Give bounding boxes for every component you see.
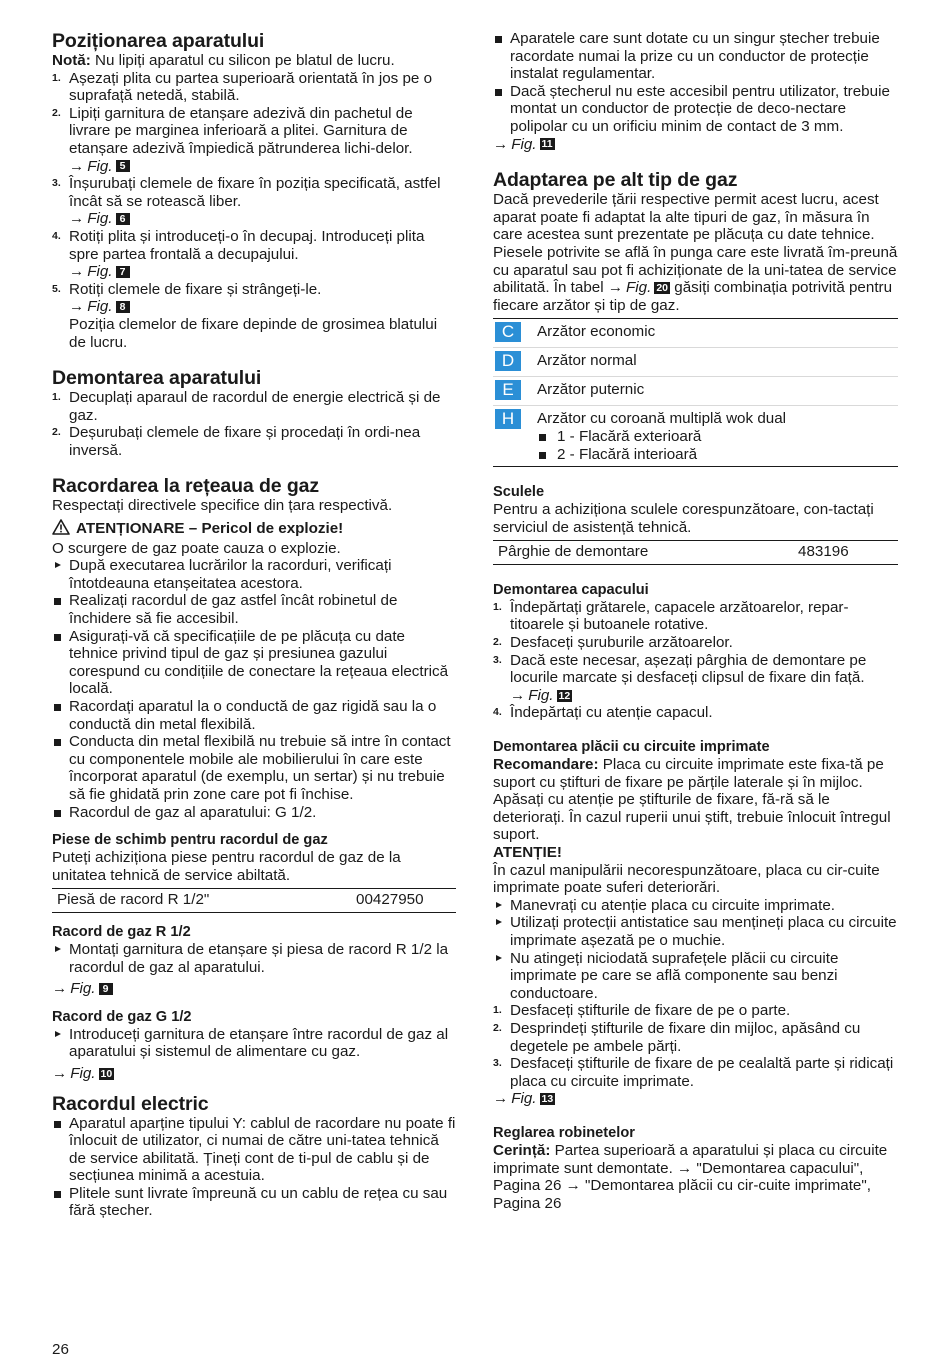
step-text: Decuplați aparaul de racordul de energie electrică și de gaz.	[69, 389, 441, 424]
step-number: 4.	[493, 706, 502, 719]
warning-title: ATENȚIONARE – Pericol de explozie!	[76, 520, 344, 538]
burner-letter-badge: E	[495, 380, 521, 400]
step	[493, 704, 898, 722]
subsection-title-racord-r: Racord de gaz R 1/2	[52, 923, 191, 940]
bullet-item	[52, 1185, 456, 1220]
warning-heading	[52, 519, 456, 540]
fig-label: Fig.	[87, 298, 113, 316]
subsection-title-placa: Demontarea plăcii cu circuite imprimate	[493, 739, 770, 756]
burner-letter-badge: H	[495, 409, 521, 429]
bullet-item	[52, 628, 456, 698]
step	[493, 652, 898, 705]
parts-table	[52, 888, 456, 913]
step	[493, 1055, 898, 1090]
right-column	[493, 30, 898, 1212]
requirement-text: Partea superioară a aparatului și placa cu circuite imprimate sunt demontate. → "Demontarea capacului", Pagina 26 → "Demontarea plăcii cu cir-cuite imprimate", Pagina 26	[493, 1141, 888, 1212]
adaptarea-paragraph-2	[493, 244, 898, 314]
figure-reference[interactable]: → Fig. 20	[607, 279, 669, 297]
warning-triangle-icon	[52, 519, 70, 540]
fig-label: Fig.	[528, 686, 554, 704]
tool-code: 483196	[793, 541, 898, 565]
step-text: Rotiți plita și introduceți-o în decupaj. Introduceți plita spre partea frontală a decupajului.	[69, 227, 425, 263]
burner-sub-item	[537, 446, 898, 464]
bullet-item	[52, 1115, 456, 1185]
subsection-title-sculele: Sculele	[493, 484, 545, 501]
page-number: 26	[52, 1341, 69, 1358]
step	[493, 1020, 898, 1055]
figure-number-badge: 10	[100, 1067, 113, 1080]
step	[52, 105, 456, 175]
attention-title: ATENȚIE!	[493, 844, 562, 861]
requirement	[493, 1142, 898, 1212]
figure-number-badge: 20	[656, 281, 669, 294]
part-code: 00427950	[351, 889, 456, 913]
figure-number-badge: 12	[558, 689, 571, 702]
step-number: 1.	[52, 391, 61, 404]
action-text: Montați garnitura de etanșare și piesa de racord R 1/2 la racordul de gaz al aparatului.	[69, 940, 449, 976]
figure-reference[interactable]: → Fig. 13	[493, 1090, 554, 1108]
note	[52, 52, 456, 70]
left-column	[52, 30, 456, 1220]
fig-label: Fig.	[87, 210, 113, 228]
section-title-pozitionarea: Poziționarea aparatului	[52, 30, 265, 52]
section-title-electric: Racordul electric	[52, 1092, 209, 1115]
requirement-label: Cerință:	[493, 1141, 551, 1159]
action-item	[52, 1026, 456, 1061]
figure-reference[interactable]: → Fig. 6	[69, 210, 130, 228]
burner-letter-badge: C	[495, 322, 521, 342]
adaptarea-paragraph-1: Dacă prevederile țării respective permit acest lucru, acest aparat poate fi adaptat la alte tipuri de gaz, în măsura în care acestea sunt prezentate pe plăcuța cu date tehnice.	[493, 191, 879, 244]
attention-text: În cazul manipulării necorespunzătoare, placa cu cir-cuite imprimate poate suferi deteriorări.	[493, 861, 880, 897]
step-text: Îndepărtați cu atenție capacul.	[510, 704, 713, 722]
step-number: 1.	[493, 600, 502, 613]
step-text: Deșurubați clemele de fixare și procedați în ordi-nea inversă.	[69, 424, 421, 459]
bullet-item	[493, 83, 898, 136]
warning-text: O scurgere de gaz poate cauza o explozie.	[52, 539, 341, 557]
action-text: Introduceți garnitura de etanșare între racordul de gaz al aparatului și sistemul de alimentare cu gaz.	[69, 1025, 449, 1061]
recommendation	[493, 756, 898, 844]
section-title-demontarea: Demontarea aparatului	[52, 367, 262, 390]
burner-table	[493, 318, 898, 467]
bullet-text: Conducta din metal flexibilă nu trebuie să intre în contact cu componentele mobile ale mobilierului în care este încorporat aparatul (de exemplu, un sertar) și nu trebuie să fie ghidată prin zone care pot fi închise.	[69, 733, 451, 803]
figure-number-badge: 5	[116, 160, 130, 172]
figure-reference[interactable]: → Fig. 10	[52, 1064, 113, 1082]
figure-reference[interactable]: → Fig. 5	[69, 158, 130, 176]
step-number: 4.	[52, 229, 61, 242]
burner-row	[493, 348, 898, 377]
fig-label: Fig.	[511, 135, 537, 153]
subsection-title-capac: Demontarea capacului	[493, 581, 649, 598]
subsection-title-reglarea: Reglarea robinetelor	[493, 1124, 635, 1141]
action-text: Nu atingeți niciodată suprafețele plăcii cu circuite imprimate pe care se află componente sau benzi conductoare.	[510, 949, 839, 1002]
bullet-item	[493, 30, 898, 83]
step-number: 2.	[493, 636, 502, 649]
step-text: Desfaceți știfturile de fixare de pe cealaltă parte și ridicați placa cu circuite imprimate.	[510, 1055, 894, 1090]
bullet-text: Racordați aparatul la o conductă de gaz rigidă sau la o conductă din metal flexibilă.	[69, 698, 437, 733]
step-text: Îndepărtați grătarele, capacele arzătoarelor, repar-titoarele și butoanele rotative.	[510, 598, 849, 634]
burner-letter-badge: D	[495, 351, 521, 371]
sub-text: 1 - Flacără exterioară	[557, 427, 702, 445]
attention-label	[493, 844, 898, 862]
subsection-title-racord-g: Racord de gaz G 1/2	[52, 1008, 192, 1025]
sub-text: 2 - Flacără interioară	[557, 445, 698, 463]
step-text: Rotiți clemele de fixare și strângeți-le.	[69, 280, 322, 298]
step-text: Așezați plita cu partea superioară orientată în jos pe o suprafață netedă, stabilă.	[69, 69, 433, 105]
step	[52, 228, 456, 281]
bullet-item	[52, 698, 456, 733]
fig-label: Fig.	[511, 1090, 537, 1108]
bullet-text: Aparatele care sunt dotate cu un singur ștecher trebuie racordate numai la prize cu un conductor de protecție instalat regulamentar.	[510, 30, 880, 83]
paragraph-text: Piesele potrivite se află în punga care este livrată îm-preună cu aparatul sau pot fi achiziționate de la uni-tatea de service abilitată. În tabel	[493, 243, 898, 297]
action-text: Manevrați cu atenție placa cu circuite imprimate.	[510, 896, 835, 914]
figure-number-badge: 13	[541, 1093, 554, 1106]
bullet-text: Plitele sunt livrate împreună cu un cablu de rețea cu sau fără ștecher.	[69, 1184, 448, 1220]
section-title-adaptarea: Adaptarea pe alt tip de gaz	[493, 169, 738, 192]
burner-row	[493, 406, 898, 466]
action-item	[493, 914, 898, 949]
step-text: Înșurubați clemele de fixare în poziția specificată, astfel încât să se rotească liber.	[69, 175, 441, 210]
step	[52, 389, 456, 424]
note-label: Notă:	[52, 52, 91, 69]
subsection-title-piese: Piese de schimb pentru racordul de gaz	[52, 832, 328, 849]
burner-sub-item	[537, 428, 898, 446]
paragraph-text: găsiți combinația potrivită pentru fiecare arzător și tip de gaz.	[493, 279, 893, 314]
figure-reference[interactable]: → Fig. 8	[69, 298, 130, 316]
step-text: Desfaceți știfturile de fixare de pe o parte.	[510, 1002, 791, 1020]
table-row	[493, 541, 898, 565]
action-item	[493, 897, 898, 915]
burner-row	[493, 319, 898, 348]
step-text: Desfaceți șuruburile arzătoarelor.	[510, 634, 733, 652]
burner-label: Arzător normal	[537, 352, 637, 370]
figure-reference[interactable]: → Fig. 7	[69, 263, 130, 281]
bullet-text: Asigurați-vă că specificațiile de pe plăcuța cu date tehnice privind tipul de gaz și presiunea gazului corespund cu condițiile de conectare la rețeaua electrică locală.	[69, 627, 449, 698]
note-text: Nu lipiți aparatul cu silicon pe blatul de lucru.	[90, 52, 395, 69]
figure-number-badge: 9	[99, 983, 113, 995]
fig-label: Fig.	[87, 263, 113, 281]
burner-label: Arzător economic	[537, 323, 656, 341]
step-number: 2.	[52, 426, 61, 439]
burner-label: Arzător puternic	[537, 381, 645, 399]
step	[52, 424, 456, 459]
fig-label: Fig.	[70, 980, 96, 998]
figure-number-badge: 11	[541, 138, 553, 151]
bullet-text: Racordul de gaz al aparatului: G 1/2.	[69, 803, 317, 821]
step-number: 5.	[52, 282, 61, 295]
action-item	[52, 557, 456, 592]
step-number: 3.	[493, 1057, 502, 1070]
tools-table	[493, 540, 898, 565]
table-row	[52, 889, 456, 913]
bullet-text: Aparatul aparține tipului Y: cablul de racordare nu poate fi înlocuit de utilizator, ci numai de către uni-tatea tehnică de service abilitată. Țineți cont de ti-pul de cablu și de secțiunea minimă a acestuia.	[69, 1114, 456, 1185]
bullet-text: Dacă ștecherul nu este accesibil pentru utilizator, trebuie montat un conductor de protecție de deco-nectare polipolar cu un orificiu minim de contact de 3 mm.	[510, 82, 890, 135]
fig-label: Fig.	[626, 279, 652, 297]
part-name: Piesă de racord R 1/2"	[52, 889, 351, 913]
step	[52, 175, 456, 228]
figure-number-badge: 6	[116, 213, 130, 225]
bullet-text: Realizați racordul de gaz astfel încât robinetul de închidere să fie accesibil.	[69, 592, 398, 628]
fig-label: Fig.	[70, 1064, 96, 1082]
burner-label: Arzător cu coroană multiplă wok dual	[537, 410, 787, 428]
step	[493, 599, 898, 634]
figure-number-badge: 7	[116, 266, 130, 278]
step	[52, 281, 456, 351]
recommendation-label: Recomandare:	[493, 756, 599, 774]
section-title-racordarea: Racordarea la rețeaua de gaz	[52, 475, 320, 498]
figure-number-badge: 8	[116, 301, 130, 313]
step-number: 2.	[493, 1021, 502, 1034]
piese-text: Puteți achiziționa piese pentru racordul de gaz de la unitatea tehnică de service abiltată.	[52, 849, 401, 884]
step-number: 2.	[52, 106, 61, 119]
recommendation-text: Placa cu circuite imprimate este fixa-tă pe suport cu știfturi de fixare pe părțile laterale și în mijloc. Apăsați cu atenție pe știfturile de fixare, fă-ră să le deteriorați. În cazul ruperii unui știft, trebuie înlocuit întregul suport.	[493, 756, 891, 844]
step	[52, 70, 456, 105]
action-item	[493, 950, 898, 1003]
tool-name: Pârghie de demontare	[493, 541, 793, 565]
burner-row	[493, 377, 898, 406]
action-text: Utilizați protecții antistatice sau mențineți placa cu circuite imprimate așezată pe o muchie.	[510, 914, 897, 949]
figure-reference[interactable]: → Fig. 9	[52, 980, 113, 998]
step-number: 1.	[493, 1004, 502, 1017]
figure-reference[interactable]: → Fig. 11	[493, 135, 553, 153]
step-number: 1.	[52, 71, 61, 84]
figure-reference[interactable]: → Fig. 12	[510, 686, 571, 704]
step-number: 3.	[52, 177, 61, 190]
action-text: După executarea lucrărilor la racorduri, verificați întotdeauna etanșeitatea acestora.	[69, 557, 392, 592]
sculele-text: Pentru a achiziționa sculele corespunzătoare, con-tactați serviciul de asistență tehnică.	[493, 501, 874, 536]
bullet-item	[52, 804, 456, 822]
action-item	[52, 941, 456, 976]
fig-label: Fig.	[87, 157, 113, 175]
step-number: 3.	[493, 653, 502, 666]
step-extra: Poziția clemelor de fixare depinde de grosimea blatului de lucru.	[69, 315, 438, 351]
step-text: Desprindeți știfturile de fixare din mijloc, apăsând cu degetele pe ambele părți.	[510, 1019, 861, 1055]
bullet-item	[52, 733, 456, 803]
step	[493, 1002, 898, 1020]
step-text: Dacă este necesar, așezați pârghia de demontare pe locurile marcate și desfaceți clipsul de fixare din față.	[510, 651, 867, 687]
step-text: Lipiți garnitura de etanșare adezivă din pachetul de livrare pe marginea inferioară a plitei. Garnitura de etanșare adezivă împiedică pătrunderea lichi-delor.	[69, 104, 413, 157]
step	[493, 634, 898, 652]
bullet-item	[52, 592, 456, 627]
intro-text: Respectați directivele specifice din țara respectivă.	[52, 497, 393, 515]
